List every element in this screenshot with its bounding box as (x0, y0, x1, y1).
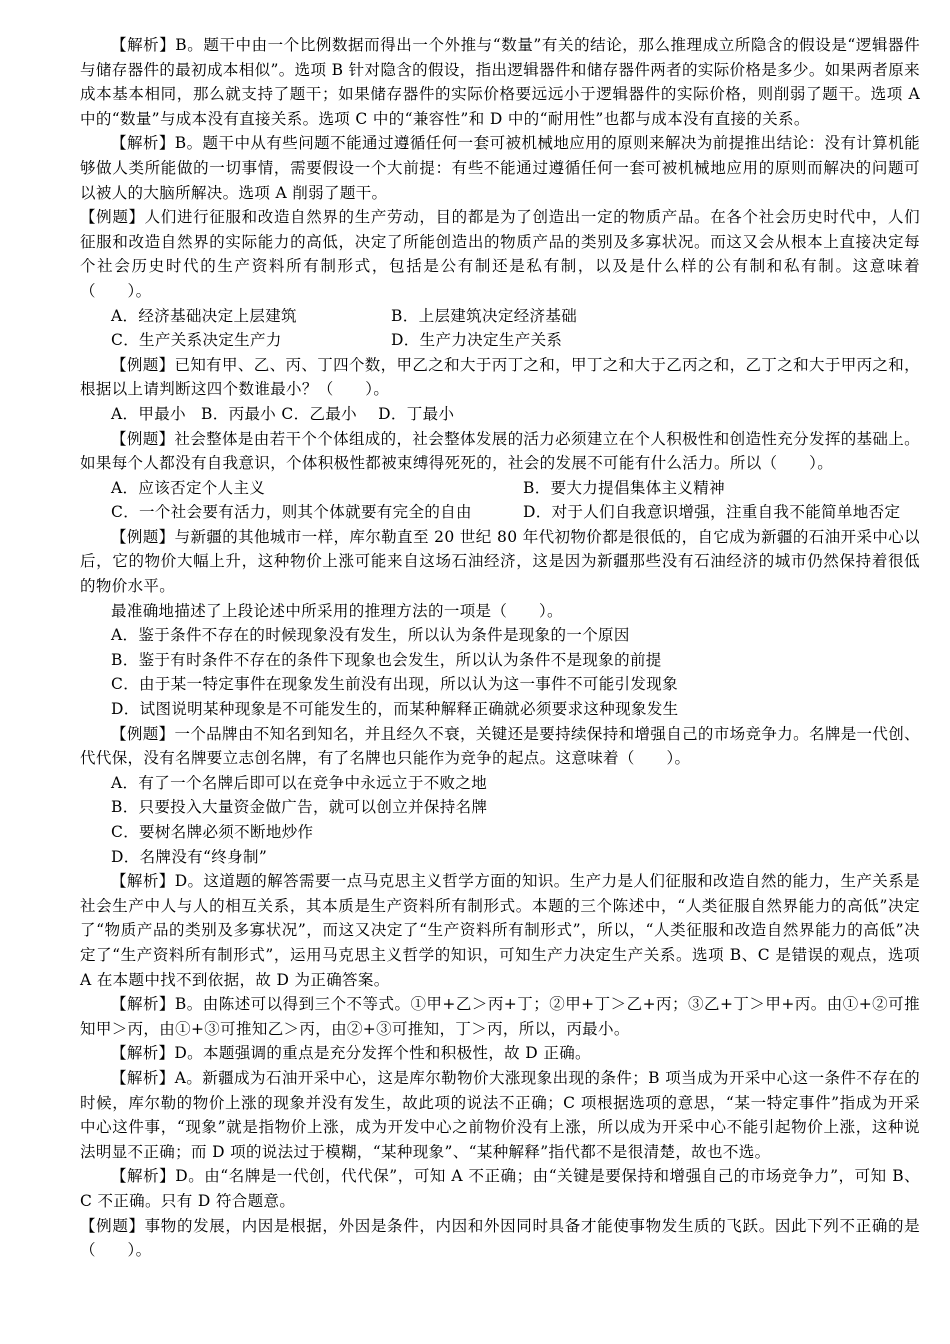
example-question: 【例题】已知有甲、乙、丙、丁四个数，甲乙之和大于丙丁之和，甲丁之和大于乙丙之和，乙丁之和大于甲丙之和，根据以上请判断这四个数谁最小？（ ）。 (80, 355, 920, 399)
option-d: D．试图说明某种现象是不可能发生的，而某种解释正确就必须要求这种现象发生 (111, 700, 679, 719)
analysis-paragraph: 【解析】B。题干中从有些问题不能通过遵循任何一套可被机械地应用的原则来解决为前提推出结论：没有计算机能够做人类所能做的一切事情，需要假设一个大前提：有些不能通过遵循任何一套可被机械地应用的原则而解决的问题可以被人的大脑所解决。选项 A 削弱了题干。 (80, 134, 920, 202)
option-d: D．生产力决定生产关系 (391, 331, 563, 350)
option-a: A．鉴于条件不存在的时候现象没有发生，所以认为条件是现象的一个原因 (111, 626, 630, 645)
option-d: D．对于人们自我意识增强，注重自我不能简单地否定 (523, 503, 901, 522)
analysis-paragraph: 【解析】B。题干中由一个比例数据而得出一个外推与“数量”有关的结论，那么推理成立所隐含的假设是“逻辑器件与储存器件的最初成本相似”。选项 B 针对隐含的假设，指出逻辑器件和储存器件两者的实际价格是多少。如果两者原来成本基本相同，那么就支持了题干；如果储存器件的实际价格要远远小于逻辑器件的实际价格，则削弱了题干。选项 A 中的“数量”与成本没有直接关系。选项 C 中的“兼容性”和 D 中的“耐用性”也都与成本没有直接的关系。 (80, 36, 920, 128)
example-question: 【例题】社会整体是由若干个个体组成的，社会整体发展的活力必须建立在个人积极性和创造性充分发挥的基础上。如果每个人都没有自我意识，个体积极性都被束缚得死死的，社会的发展不可能有什么活力。所以（ ）。 (80, 429, 920, 473)
analysis-paragraph: 【解析】B。由陈述可以得到三个不等式。①甲+乙＞丙+丁；②甲+丁＞乙+丙；③乙+丁＞甲+丙。由①+②可推知甲＞丙，由①+③可推知乙＞丙，由②+③可推知，丁＞丙，所以，丙最小。 (80, 995, 920, 1038)
analysis-paragraph: 【解析】D。这道题的解答需要一点马克思主义哲学方面的知识。生产力是人们征服和改造自然的能力，生产关系是社会生产中人与人的相互关系，其本质是生产资料所有制形式。本题的三个陈述中，“人类征服自然界能力的高低”决定了“物质产品的类别及多寡状况”，而这又决定了“生产资料所有制形式”，所以，“人类征服和改造自然界能力的高低”决定了“生产资料所有制形式”，运用马克思主义哲学的知识，可知生产力决定生产关系。选项 B、C 是错误的观点，选项 A 在本题中找不到依据，故 D 为正确答案。 (80, 872, 920, 989)
option-b: B．鉴于有时条件不存在的条件下现象也会发生，所以认为条件不是现象的前提 (111, 650, 662, 669)
option-c: C．要树名牌必须不断地炒作 (111, 823, 314, 841)
option-a: A．有了一个名牌后即可以在竞争中永远立于不败之地 (111, 773, 488, 792)
option-c: C．一个社会要有活力，则其个体就要有完全的自由 (111, 503, 472, 522)
option-row (80, 304, 920, 329)
option-row (80, 328, 920, 353)
analysis-paragraph: 【解析】D。本题强调的重点是充分发挥个性和积极性，故 D 正确。 (111, 1044, 591, 1063)
option-a: A．经济基础决定上层建筑 (111, 306, 297, 325)
option-a: A．应该否定个人主义 (111, 478, 266, 497)
option-c: C．生产关系决定生产力 (111, 331, 282, 350)
example-question: 【例题】与新疆的其他城市一样，库尔勒直至 20 世纪 80 年代初物价都是很低的，自它成为新疆的石油开采中心以后，它的物价大幅上升，这种物价上涨可能来自这场石油经济，这是因为新疆那些没有石油经济的城市仍然保持着很低的物价水平。 (80, 527, 920, 596)
document-page (80, 33, 920, 1263)
option-row (80, 500, 920, 525)
example-question: 【例题】事物的发展，内因是根据，外因是条件，内因和外因同时具备才能使事物发生质的飞跃。因此下列不正确的是（ ）。 (80, 1216, 920, 1260)
option-row (80, 402, 920, 427)
option-b: B．只要投入大量资金做广告，就可以创立并保持名牌 (111, 798, 488, 817)
option-bcd: B．丙最小 C．乙最小 D．丁最小 (201, 404, 455, 423)
question-prompt: 最准确地描述了上段论述中所采用的推理方法的一项是（ ）。 (111, 601, 563, 620)
option-c: C．由于某一特定事件在现象发生前没有出现，所以认为这一事件不可能引发现象 (111, 675, 678, 694)
option-a: A．甲最小 (111, 404, 186, 423)
option-d: D．名牌没有“终身制” (111, 847, 268, 866)
example-question: 【例题】人们进行征服和改造自然界的生产劳动，目的都是为了创造出一定的物质产品。在各个社会历史时代中，人们征服和改造自然界的实际能力的高低，决定了所能创造出的物质产品的类别及多寡状况。而这又会从根本上直接决定每个社会历史时代的生产资料所有制形式，包括是公有制还是私有制，以及是什么样的公有制和私有制。这意味着（ ）。 (80, 208, 920, 300)
analysis-paragraph: 【解析】D。由“名牌是一代创，代代保”，可知 A 不正确；由“关键是要保持和增强自己的市场竞争力”，可知 B、C 不正确。只有 D 符合题意。 (80, 1167, 920, 1210)
option-b: B．要大力提倡集体主义精神 (523, 478, 725, 497)
option-b: B．上层建筑决定经济基础 (391, 306, 578, 325)
example-question: 【例题】一个品牌由不知名到知名，并且经久不衰，关键还是要持续保持和增强自己的市场竞争力。名牌是一代创、代代保，没有名牌要立志创名牌，有了名牌也只能作为竞争的起点。这意味着（ ）。 (80, 724, 920, 768)
option-row (80, 476, 920, 501)
analysis-paragraph: 【解析】A。新疆成为石油开采中心，这是库尔勒物价大涨现象出现的条件；B 项当成为开采中心这一条件不存在的时候，库尔勒的物价上涨的现象并没有发生，故此项的说法不正确；C 项根据选项的意思，“某一特定事件”指成为开采中心这件事，“现象”就是指物价上涨，成为开发中心之前物价没有上涨，所以成为开采中心不能引起物价上涨，这种说法明显不正确；而 D 项的说法过于模糊，“某种现象”、“某种解释”指代都不是很清楚，故也不选。 (80, 1068, 920, 1161)
